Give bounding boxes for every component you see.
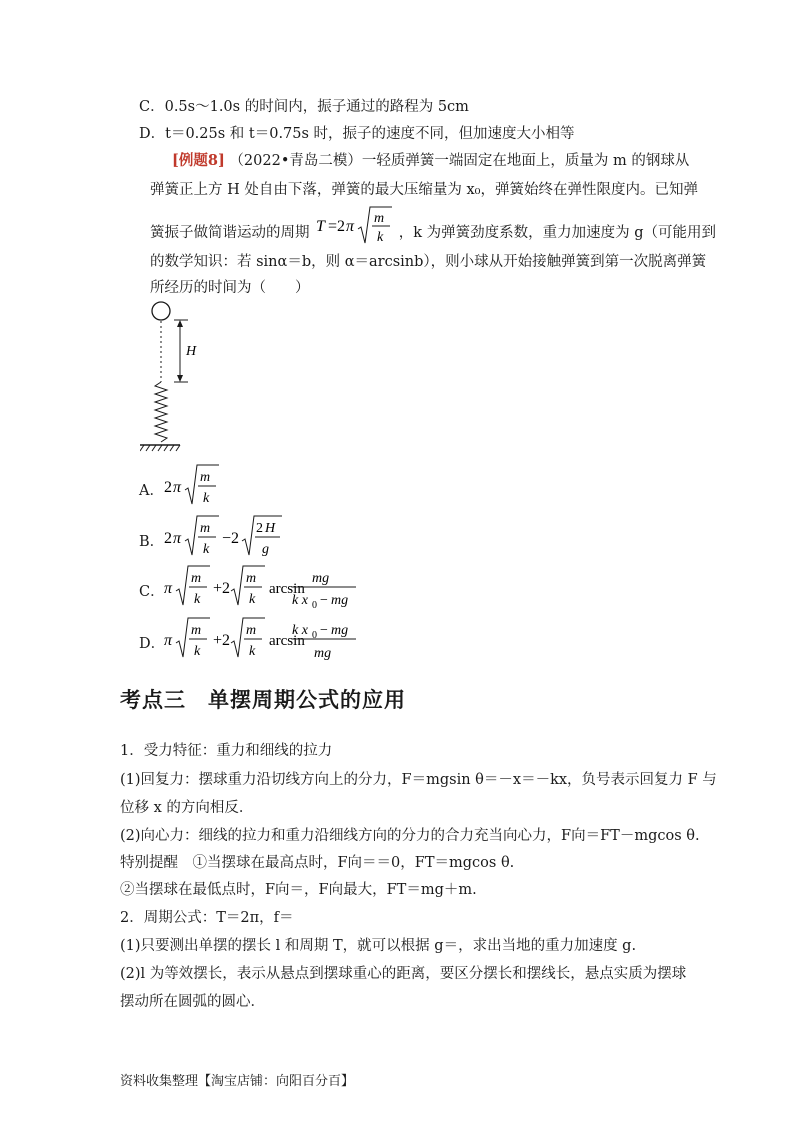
example-line-3	[150, 211, 717, 249]
period-formula	[314, 205, 394, 249]
answer-c-formula	[164, 563, 364, 611]
option-c-top: C．0.5s～1.0s 的时间内，振子通过的路程为 5cm	[139, 99, 469, 115]
answer-b-label: B．	[139, 534, 165, 550]
para-8b: 摆动所在圆弧的圆心．	[120, 994, 265, 1010]
svg-text:m: m	[200, 521, 211, 536]
svg-text:π: π	[173, 479, 182, 496]
spring	[155, 382, 167, 442]
para-6: 2．周期公式：T＝2π，f＝	[120, 910, 294, 926]
para-8a: (2)l 为等效摆长，表示从悬点到摆球重心的距离，要区分摆长和摆线长，悬点实质为摆球	[120, 966, 687, 982]
svg-text:π: π	[346, 218, 355, 235]
answer-c-label: C．	[139, 584, 165, 600]
example-line-5: 所经历的时间为（ ）	[150, 280, 310, 296]
svg-text:+2: +2	[213, 632, 231, 649]
svg-text:m: m	[374, 211, 385, 226]
svg-text:mg: mg	[331, 593, 349, 608]
example-line-4: 的数学知识：若 sinα＝b，则 α＝arcsinb），则小球从开始接触弹簧到第一次脱离弹簧	[150, 254, 707, 270]
example-text-1: （2022•青岛二模）一轻质弹簧一端固定在地面上，质量为 m 的钢球从	[229, 153, 690, 169]
svg-text:mg: mg	[331, 623, 349, 638]
svg-text:2: 2	[256, 521, 263, 536]
svg-text:mg: mg	[314, 646, 332, 661]
para-5: ②当摆球在最低点时，F向＝，F向最大，FT＝mg＋m.	[120, 882, 477, 898]
example-text-3b: ，k 为弹簧劲度系数，重力加速度为 g（可能用到	[398, 225, 717, 241]
height-label: H	[186, 344, 197, 359]
svg-text:−2: −2	[222, 530, 240, 547]
svg-text:m: m	[191, 623, 202, 638]
svg-text:k x: k x	[292, 623, 308, 638]
example-tag: [例题8]	[172, 152, 225, 169]
para-7: (1)只要测出单摆的摆长 l 和周期 T，就可以根据 g＝，求出当地的重力加速度 g.	[120, 938, 637, 954]
svg-text:arcsin: arcsin	[269, 633, 305, 649]
svg-text:m: m	[200, 470, 211, 485]
svg-text:k x: k x	[292, 593, 308, 608]
para-3: (2)向心力：细线的拉力和重力沿细线方向的分力的合力充当向心力，F向＝FT－mgcos θ.	[120, 828, 700, 844]
section-title: 考点三 单摆周期公式的应用	[120, 688, 406, 712]
spring-ball-figure	[140, 298, 210, 458]
svg-text:k: k	[377, 230, 384, 245]
ball-circle	[152, 302, 170, 320]
svg-text:π: π	[164, 580, 173, 597]
svg-text:−: −	[320, 623, 328, 638]
svg-text:k: k	[194, 644, 201, 659]
para-4: 特别提醒 ①当摆球在最高点时，F向＝＝0，FT＝mgcos θ.	[120, 855, 515, 871]
svg-text:m: m	[246, 623, 257, 638]
svg-text:k: k	[249, 644, 256, 659]
answer-d-label: D．	[139, 636, 166, 652]
svg-text:π: π	[164, 632, 173, 649]
svg-text:m: m	[191, 571, 202, 586]
svg-text:g: g	[262, 542, 269, 557]
option-d-top: D．t＝0.25s 和 t＝0.75s 时，振子的速度不同，但加速度大小相等	[139, 126, 575, 142]
svg-text:π: π	[173, 530, 182, 547]
svg-text:k: k	[194, 592, 201, 607]
svg-text:T: T	[316, 218, 326, 235]
svg-text:+2: +2	[213, 580, 231, 597]
answer-d-formula	[164, 615, 364, 665]
svg-text:arcsin: arcsin	[269, 581, 305, 597]
para-1: 1．受力特征：重力和细线的拉力	[120, 743, 333, 759]
example-text-3a: 簧振子做简谐运动的周期	[150, 225, 310, 241]
svg-text:k: k	[249, 592, 256, 607]
example-line-2: 弹簧正上方 H 处自由下落，弹簧的最大压缩量为 x₀，弹簧始终在弹性限度内。已知弹	[150, 182, 698, 198]
svg-text:k: k	[203, 491, 210, 506]
svg-text:2: 2	[164, 479, 172, 496]
svg-text:0: 0	[312, 600, 317, 611]
para-2b: 位移 x 的方向相反．	[120, 800, 254, 816]
svg-text:−: −	[320, 593, 328, 608]
footer-note: 资料收集整理【淘宝店铺：向阳百分百】	[120, 1074, 355, 1089]
para-2a: (1)回复力：摆球重力沿切线方向上的分力，F＝mgsin θ＝－x＝－kx，负号表示回复力 F 与	[120, 772, 717, 788]
answer-a-label: A．	[139, 483, 164, 499]
svg-text:0: 0	[312, 630, 317, 641]
svg-text:=2: =2	[328, 218, 346, 235]
example-line-1	[172, 151, 689, 171]
answer-a-formula	[164, 462, 224, 508]
svg-text:H: H	[265, 521, 276, 536]
svg-text:k: k	[203, 542, 210, 557]
svg-text:mg: mg	[312, 571, 330, 586]
svg-text:2: 2	[164, 530, 172, 547]
answer-b-formula	[164, 513, 294, 559]
svg-text:m: m	[246, 571, 257, 586]
